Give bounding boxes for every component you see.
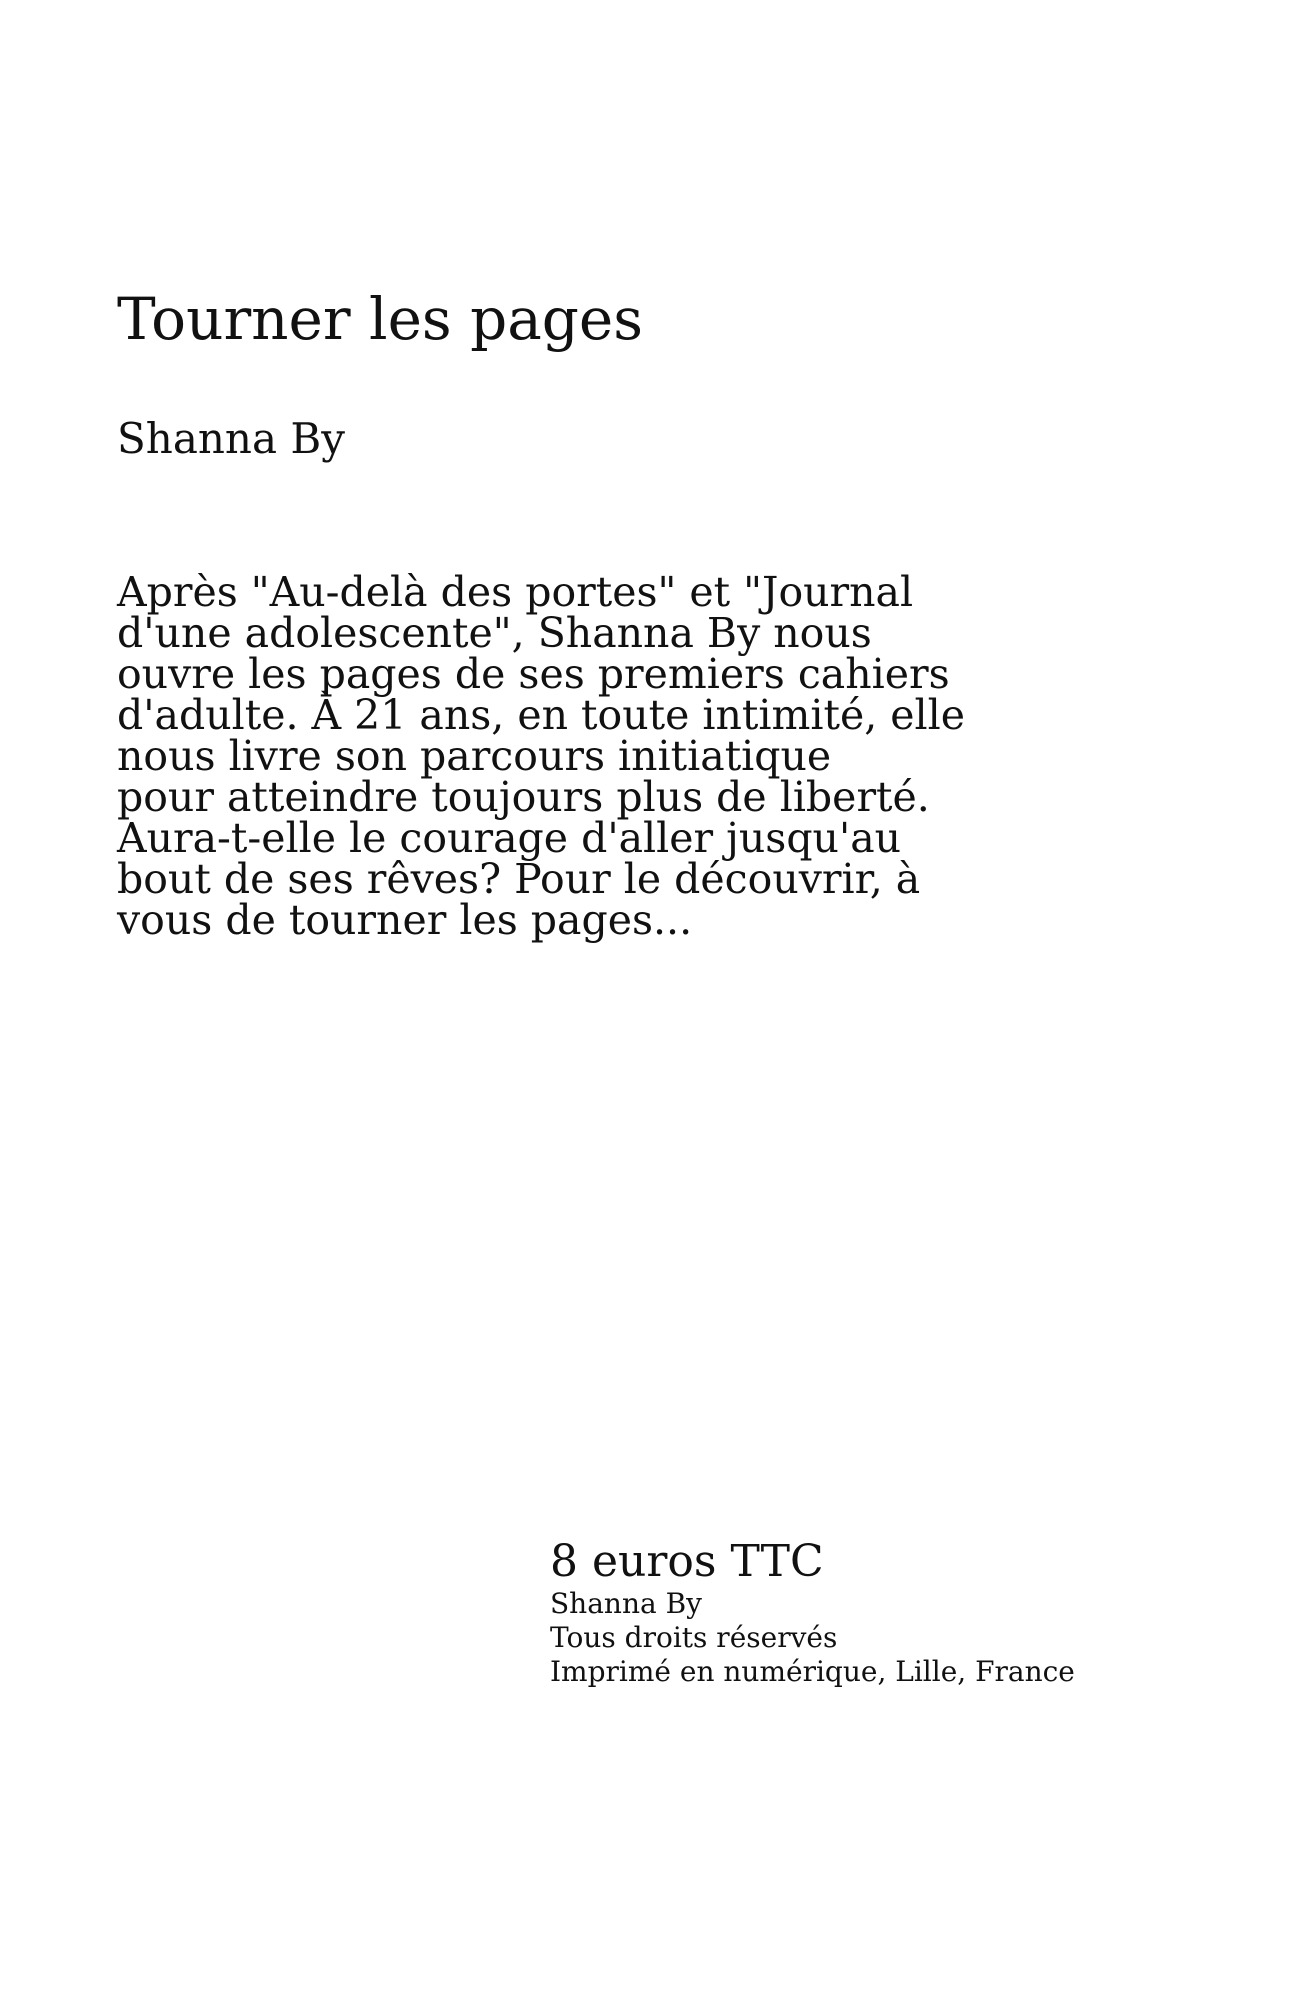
blurb-line: nous livre son parcours initiatique <box>117 732 832 780</box>
book-author: Shanna By <box>117 414 345 463</box>
blurb-line: vous de tourner les pages... <box>117 896 693 944</box>
blurb-line: d'une adolescente", Shanna By nous <box>117 609 872 657</box>
blurb-line: d'adulte. À 21 ans, en toute intimité, elle <box>117 691 966 739</box>
blurb-line: Après "Au-delà des portes" et "Journal <box>117 568 914 616</box>
book-blurb <box>117 568 977 944</box>
book-title: Tourner les pages <box>117 285 644 353</box>
blurb-line: pour atteindre toujours plus de liberté. <box>117 773 930 821</box>
colophon-author: Shanna By <box>550 1587 702 1620</box>
rights-notice: Tous droits réservés <box>550 1621 838 1654</box>
blurb-line: bout de ses rêves? Pour le découvrir, à <box>117 855 921 903</box>
colophon <box>550 1537 1075 1689</box>
price-label: 8 euros TTC <box>550 1536 824 1587</box>
printing-notice: Imprimé en numérique, Lille, France <box>550 1655 1075 1688</box>
blurb-line: Aura-t-elle le courage d'aller jusqu'au <box>117 814 902 862</box>
blurb-line: ouvre les pages de ses premiers cahiers <box>117 650 950 698</box>
